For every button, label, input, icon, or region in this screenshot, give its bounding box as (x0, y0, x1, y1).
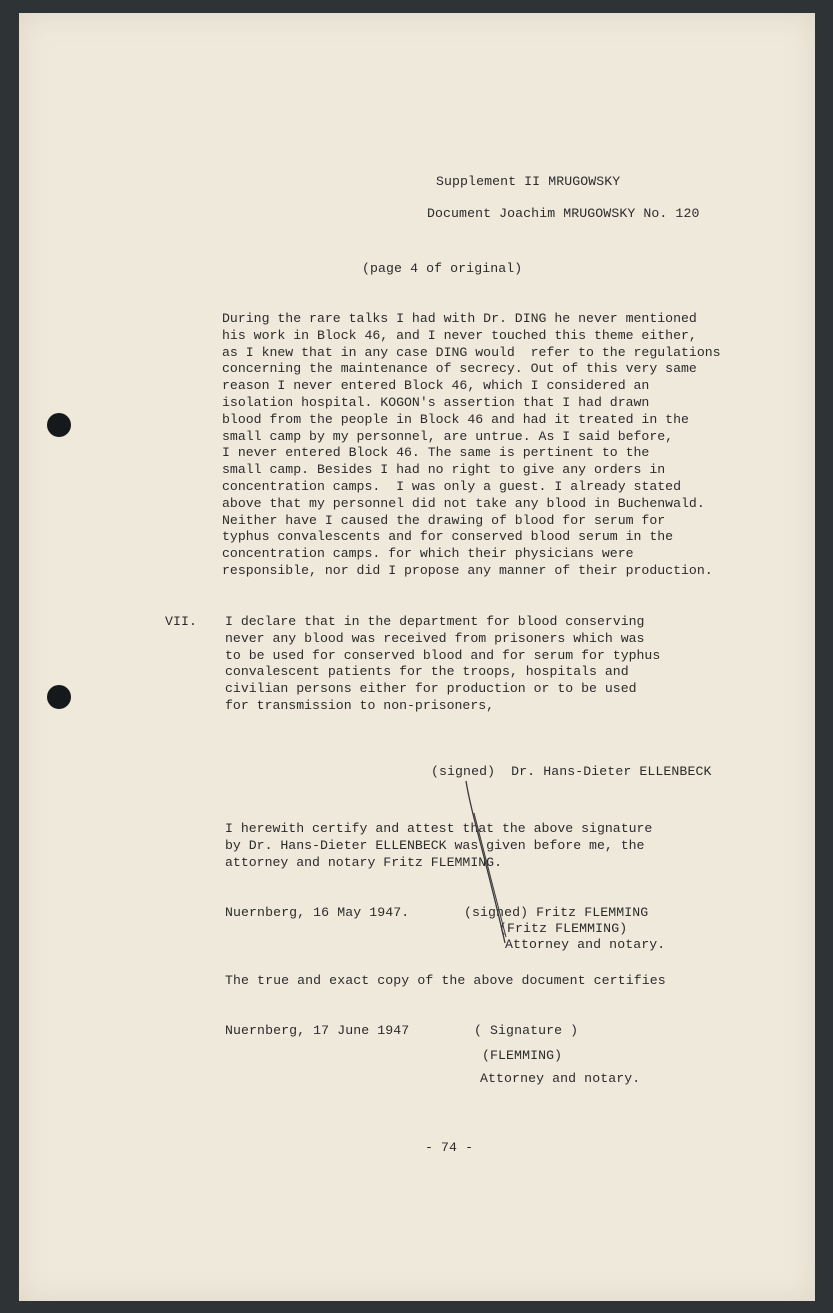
paragraph-line: for transmission to non-prisoners, (225, 697, 495, 713)
document-page (19, 13, 815, 1301)
paragraph-line: to be used for conserved blood and for serum for typhus (225, 647, 661, 663)
paragraph-line: typhus convalescents and for conserved blood serum in the (222, 529, 674, 545)
notary-place-date-1: Nuernberg, 16 May 1947. (225, 905, 410, 920)
paragraph-line: concerning the maintenance of secrecy. Out of this very same (222, 361, 697, 377)
paragraph-line: During the rare talks I had with Dr. DING he never mentioned (222, 311, 697, 326)
paragraph-line: small camp by my personnel, are untrue. As I said before, (222, 428, 674, 444)
certification-paragraph (225, 821, 652, 871)
notary-signed-1: (signed) Fritz FLEMMING (464, 905, 649, 920)
paragraph-line: civilian persons either for production or to be used (225, 681, 637, 697)
paragraph-line: reason I never entered Block 46, which I considered an (222, 378, 650, 394)
paragraph-line: concentration camps. I was only a guest. I already stated (222, 478, 681, 494)
paragraph-line: never any blood was received from prisoners which was (225, 630, 645, 646)
paragraph-line: as I knew that in any case DING would refer to the regulations (222, 344, 721, 360)
paragraph-line: I declare that in the department for blood conserving (225, 614, 645, 629)
paragraph-line: convalescent patients for the troops, hospitals and (225, 664, 629, 680)
notary-place-date-2: Nuernberg, 17 June 1947 (225, 1023, 410, 1038)
signed-ellenbeck: (signed) Dr. Hans-Dieter ELLENBECK (431, 764, 712, 779)
supplement-heading: Supplement II MRUGOWSKY (436, 174, 621, 189)
paragraph-line: Neither have I caused the drawing of blood for serum for (222, 512, 666, 528)
certification-line: I herewith certify and attest that the above signature (225, 821, 653, 836)
section-number: VII. (165, 614, 198, 629)
notary-name-1: (Fritz FLEMMING) (499, 921, 628, 936)
paragraph-line: blood from the people in Block 46 and had it treated in the (222, 411, 689, 427)
paragraph-line: above that my personnel did not take any blood in Buchenwald. (222, 495, 705, 511)
paragraph-line: isolation hospital. KOGON's assertion that I had drawn (222, 394, 650, 410)
punch-hole-bottom (47, 685, 71, 709)
paragraph-line: his work in Block 46, and I never touched this theme either, (222, 327, 697, 343)
paragraph-1 (222, 311, 721, 580)
paragraph-line: concentration camps. for which their physicians were (222, 546, 634, 562)
notary-title-2: Attorney and notary. (480, 1071, 641, 1086)
paragraph-line: responsible, nor did I propose any manner of their production. (222, 562, 713, 578)
paragraph-2 (225, 614, 660, 715)
page-number: - 74 - (425, 1140, 474, 1155)
notary-name-2: (FLEMMING) (482, 1048, 563, 1063)
paragraph-line: small camp. Besides I had no right to give any orders in (222, 462, 666, 478)
notary-signature-2: ( Signature ) (474, 1023, 579, 1038)
punch-hole-top (47, 413, 71, 437)
document-number: Document Joachim MRUGOWSKY No. 120 (427, 206, 700, 221)
page-note: (page 4 of original) (362, 261, 523, 276)
certification-line: attorney and notary Fritz FLEMMING. (225, 854, 502, 870)
certification-line: by Dr. Hans-Dieter ELLENBECK was given before me, the (225, 837, 645, 853)
notary-title-1: Attorney and notary. (505, 937, 666, 952)
paragraph-line: I never entered Block 46. The same is pertinent to the (222, 445, 650, 461)
copy-statement: The true and exact copy of the above document certifies (225, 973, 666, 988)
